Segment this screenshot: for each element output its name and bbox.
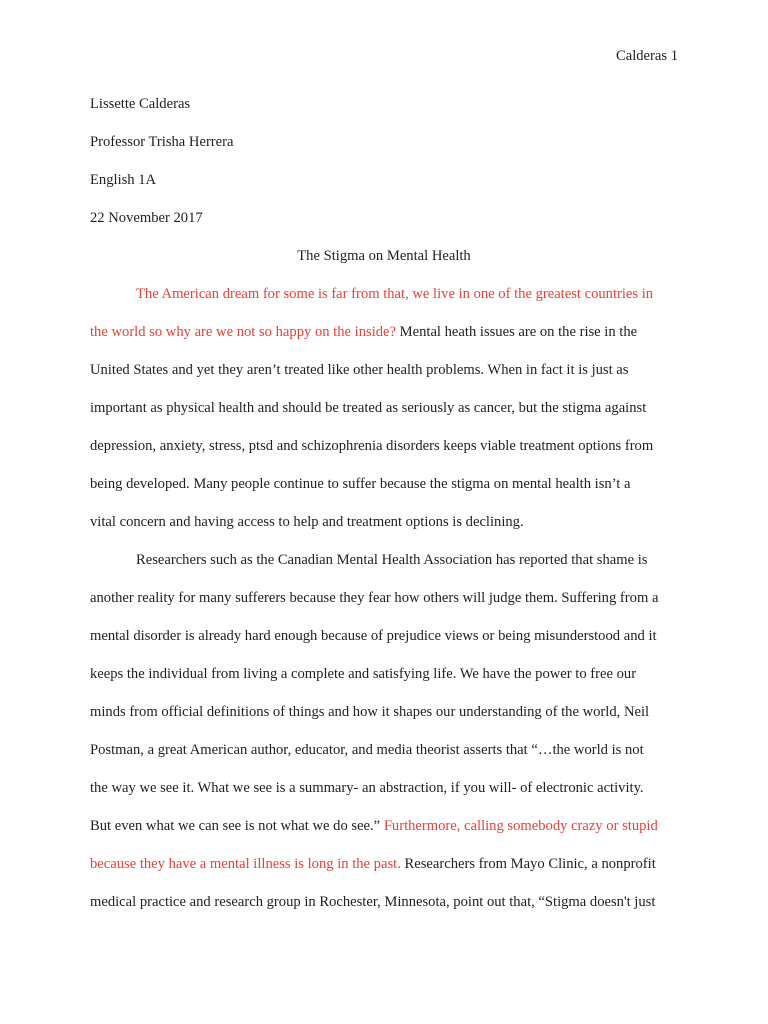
paragraph-1-line-3: United States and yet they aren’t treated like other health problems. When in fact it is just as	[90, 362, 629, 378]
paragraph-2-line-8	[90, 816, 658, 836]
paragraph-1-line-4: important as physical health and should be treated as seriously as cancer, but the stigma against	[90, 400, 647, 416]
paragraph-2-line-4: keeps the individual from living a complete and satisfying life. We have the power to free our	[90, 666, 637, 682]
line-text: Researchers from Mayo Clinic, a nonprofit	[400, 856, 656, 872]
author-name: Lissette Calderas	[90, 96, 191, 112]
highlighted-sentence-start: Furthermore, calling somebody crazy or stupid	[383, 818, 658, 834]
paragraph-1-line-6: being developed. Many people continue to suffer because the stigma on mental health isn’t a	[90, 476, 631, 492]
paragraph-2-line-2: another reality for many sufferers because they fear how others will judge them. Suffering from a	[90, 590, 659, 606]
instructor-name: Professor Trisha Herrera	[90, 134, 234, 150]
paragraph-2-line-9	[90, 854, 656, 874]
essay-title: The Stigma on Mental Health	[297, 248, 471, 264]
paragraph-2-line-5: minds from official definitions of things and how it shapes our understanding of the world, Neil	[90, 704, 650, 720]
paragraph-1-line-2	[90, 322, 637, 342]
paragraph-2-line-3: mental disorder is already hard enough because of prejudice views or being misunderstood and it	[90, 628, 657, 644]
date: 22 November 2017	[90, 210, 203, 226]
paragraph-2-line-7: the way we see it. What we see is a summary- an abstraction, if you will- of electronic activity.	[90, 780, 644, 796]
paragraph-1-line-1: The American dream for some is far from that, we live in one of the greatest countries in	[136, 286, 654, 302]
running-head: Calderas 1	[615, 48, 678, 64]
paragraph-1-line-7: vital concern and having access to help and treatment options is declining.	[90, 514, 524, 530]
paragraph-2-line-10: medical practice and research group in Rochester, Minnesota, point out that, “Stigma doesn't just	[90, 894, 656, 910]
paragraph-1-line-5: depression, anxiety, stress, ptsd and schizophrenia disorders keeps viable treatment options from	[90, 438, 654, 454]
line-text: But even what we can see is not what we do see.”	[90, 818, 384, 834]
line-text: Mental heath issues are on the rise in the	[396, 324, 638, 340]
highlighted-question: the world so why are we not so happy on the inside?	[90, 324, 396, 340]
paragraph-2-line-1: Researchers such as the Canadian Mental Health Association has reported that shame is	[136, 552, 648, 568]
course-name: English 1A	[90, 172, 157, 188]
highlighted-sentence-end: because they have a mental illness is long in the past.	[90, 856, 401, 872]
paragraph-2-line-6: Postman, a great American author, educator, and media theorist asserts that “…the world is not	[90, 742, 644, 758]
